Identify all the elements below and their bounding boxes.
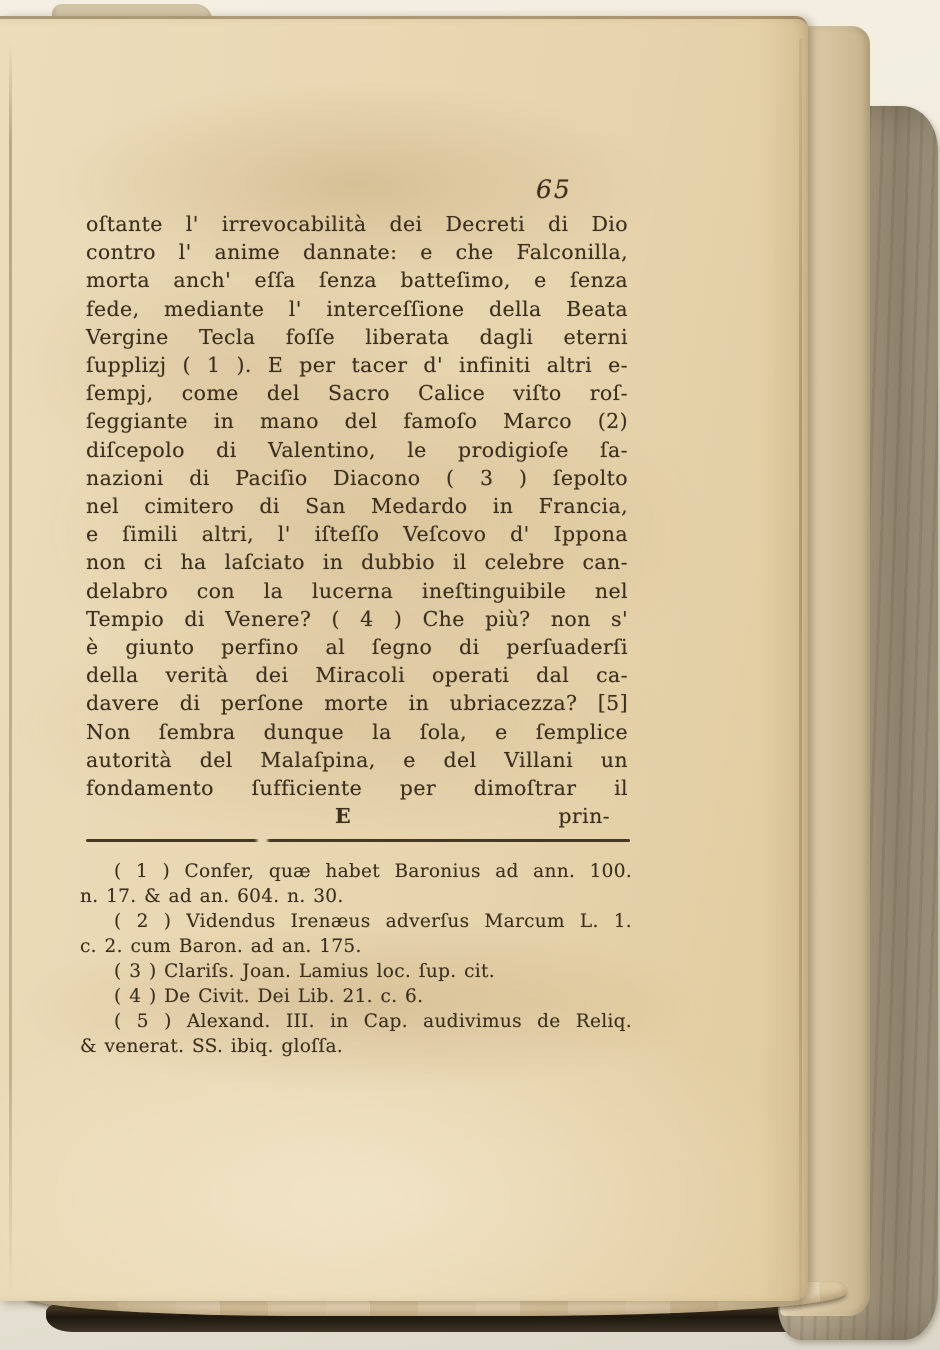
text-line: ſupplizj ( 1 ). E per tacer d' infiniti altri e-	[86, 353, 628, 378]
text-line: e ſimili altri, l' iſteſſo Veſcovo d' Ippona	[86, 522, 628, 547]
body-text	[86, 210, 628, 830]
text-line: nel cimitero di San Medardo in Francia,	[86, 494, 628, 519]
footnote-line: ( 3 ) Clariſs. Joan. Lamius loc. ſup. cit.	[114, 961, 495, 982]
footnote-rule	[86, 839, 630, 842]
text-line: davere di perſone morte in ubriacezza? [5]	[86, 691, 628, 716]
text-line: autorità del Malaſpina, e del Villani un	[86, 747, 628, 772]
signature-mark: E	[335, 804, 352, 829]
text-line: fondamento ſufficiente per dimoſtrar il	[86, 776, 628, 801]
footnotes	[80, 859, 632, 1059]
text-line: nazioni di Paciſio Diacono ( 3 ) ſepolto	[86, 465, 628, 490]
footnote-line: ( 4 ) De Civit. Dei Lib. 21. c. 6.	[114, 986, 424, 1007]
text-line: fede, mediante l' interceſſione della Beata	[86, 296, 628, 321]
text-line: contro l' anime dannate: e che Falconilla,	[86, 240, 628, 265]
text-line: ſempj, come del Sacro Calice viſto roſ-	[86, 381, 628, 406]
signature-row	[86, 802, 628, 830]
text-line: diſcepolo di Valentino, le prodigioſe ſa-	[86, 437, 628, 462]
footnote-line: ( 5 ) Alexand. III. in Cap. audivimus de Reliq.	[114, 1011, 632, 1032]
fore-edge-crease	[799, 39, 802, 1309]
footnote-line: ( 2 ) Videndus Irenæus adverſus Marcum L. 1.	[114, 911, 632, 932]
footnote-line: ( 1 ) Confer, quæ habet Baronius ad ann. 100.	[114, 861, 632, 882]
catchword: prin-	[558, 804, 610, 829]
text-line: oſtante l' irrevocabilità dei Decreti di Dio	[86, 212, 628, 236]
text-line: Non ſembra dunque la ſola, e ſemplice	[86, 719, 628, 744]
book-page	[0, 16, 808, 1301]
text-line: non ci ha laſciato in dubbio il celebre can-	[86, 550, 628, 575]
footnote-line: c. 2. cum Baron. ad an. 175.	[80, 936, 362, 957]
page-number: 65	[536, 175, 572, 204]
text-line: Tempio di Venere? ( 4 ) Che più? non s'	[86, 606, 628, 631]
text-line: della verità dei Miracoli operati dal ca-	[86, 663, 628, 688]
gutter-crease	[9, 43, 12, 1299]
text-line: morta anch' eſſa ſenza batteſimo, e ſenza	[86, 268, 628, 293]
text-line: Vergine Tecla foſſe liberata dagli eterni	[86, 324, 628, 349]
text-line: delabro con la lucerna ineſtinguibile nel	[86, 578, 628, 603]
text-line: è giunto perfino al ſegno di perſuaderſi	[86, 635, 628, 660]
text-line: ſeggiante in mano del famoſo Marco (2)	[86, 409, 628, 434]
footnote-line: & venerat. SS. ibiq. gloſſa.	[80, 1036, 343, 1057]
footnote-line: n. 17. & ad an. 604. n. 30.	[80, 886, 344, 907]
